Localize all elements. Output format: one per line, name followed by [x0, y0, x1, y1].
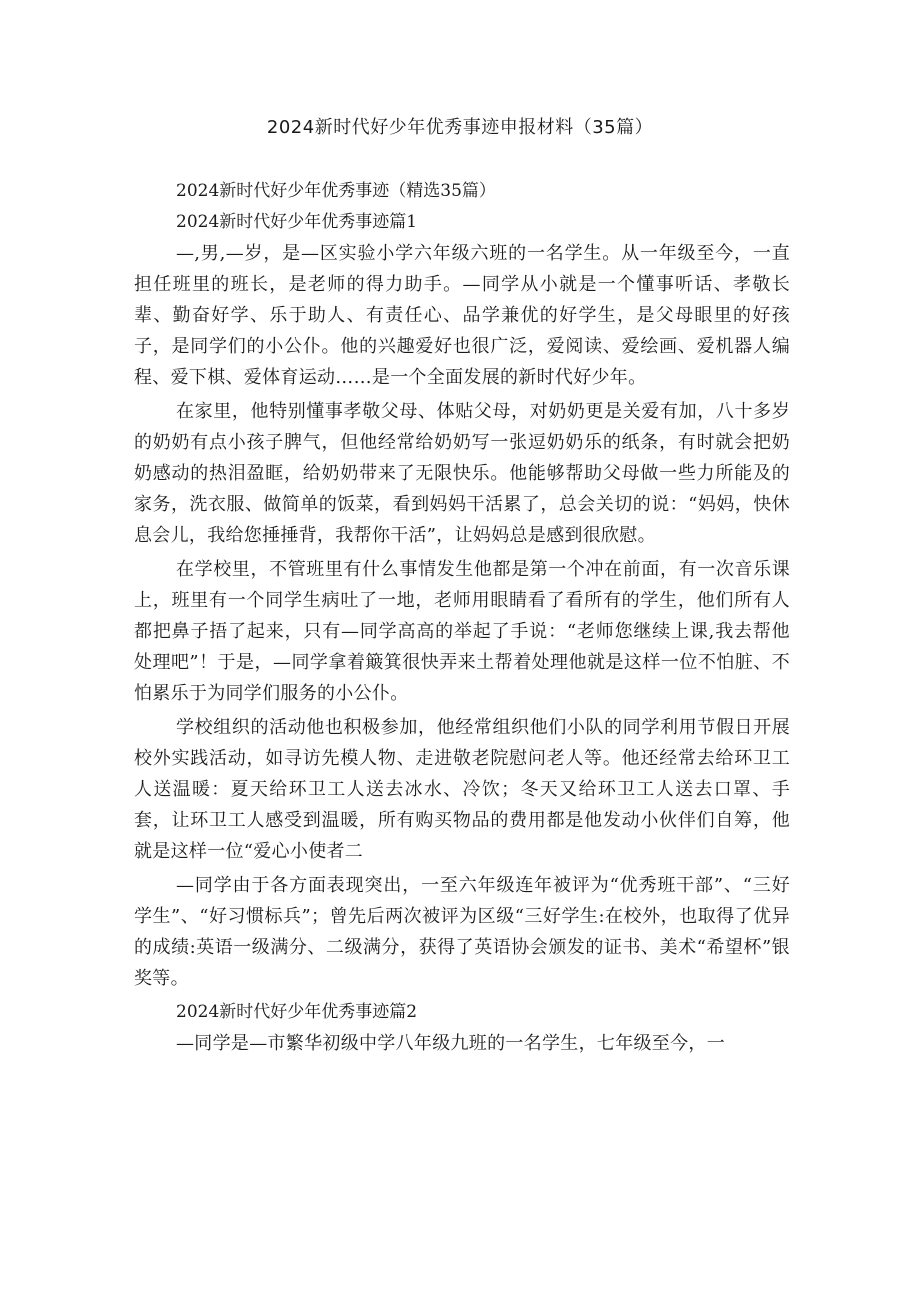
section-heading-2: 2024新时代好少年优秀事迹篇2 [176, 1002, 418, 1022]
section-heading-1: 2024新时代好少年优秀事迹篇1 [176, 212, 418, 232]
document-title: 2024新时代好少年优秀事迹申报材料（35篇） [266, 117, 654, 138]
paragraph: 在学校里，不管班里有什么事情发生他都是第一个冲在前面，有一次音乐课上，班里有一个同学生病吐了一地，老师用眼睛看了看所有的学生，他们所有人都把鼻子捂了起来，只有—同学高高的举起了手说：“老师您继续上课,我去帮他处理吧”！于是，—同学拿着簸箕很快弄来土帮着处理他就是这样一位不怕脏、不怕累乐于为同学们服务的小公仆。 [134, 559, 790, 704]
paragraph: 在家里，他特别懂事孝敬父母、体贴父母，对奶奶更是关爱有加，八十多岁的奶奶有点小孩子脾气，但他经常给奶奶写一张逗奶奶乐的纸条，有时就会把奶奶感动的热泪盈眶，给奶奶带来了无限快乐。他能够帮助父母做一些力所能及的家务，洗衣服、做简单的饭菜，看到妈妈干活累了，总会关切的说：“妈妈，快休息会儿，我给您捶捶背，我帮你干活”，让妈妈总是感到很欣慰。 [134, 401, 790, 546]
paragraph: —同学是—市繁华初级中学八年级九班的一名学生，七年级至今，一 [176, 1033, 725, 1054]
document-body [134, 176, 790, 1062]
paragraph: —同学由于各方面表现突出，一至六年级连年被评为“优秀班干部”、“三好学生”、“好习惯标兵”；曾先后两次被评为区级“三好学生:在校外，也取得了优异的成绩:英语一级满分、二级满分，获得了英语协会颁发的证书、美术“希望杯”银奖等。 [134, 875, 790, 989]
paragraph: 学校组织的活动他也积极参加，他经常组织他们小队的同学利用节假日开展校外实践活动，如寻访先模人物、走进敬老院慰问老人等。他还经常去给环卫工人送温暖：夏天给环卫工人送去冰水、冷饮；冬天又给环卫工人送去口罩、手套，让环卫工人感受到温暖，所有购买物品的费用都是他发动小伙伴们自筹，他就是这样一位“爱心小使者二 [134, 717, 790, 862]
paragraph: —,男,—岁，是—区实验小学六年级六班的一名学生。从一年级至今，一直担任班里的班长，是老师的得力助手。—同学从小就是一个懂事听话、孝敬长辈、勤奋好学、乐于助人、有责任心、品学兼优的好学生，是父母眼里的好孩子，是同学们的小公仆。他的兴趣爱好也很广泛，爱阅读、爱绘画、爱机器人编程、爱下棋、爱体育运动……是一个全面发展的新时代好少年。 [134, 243, 790, 388]
document-subtitle: 2024新时代好少年优秀事迹（精选35篇） [176, 181, 496, 201]
